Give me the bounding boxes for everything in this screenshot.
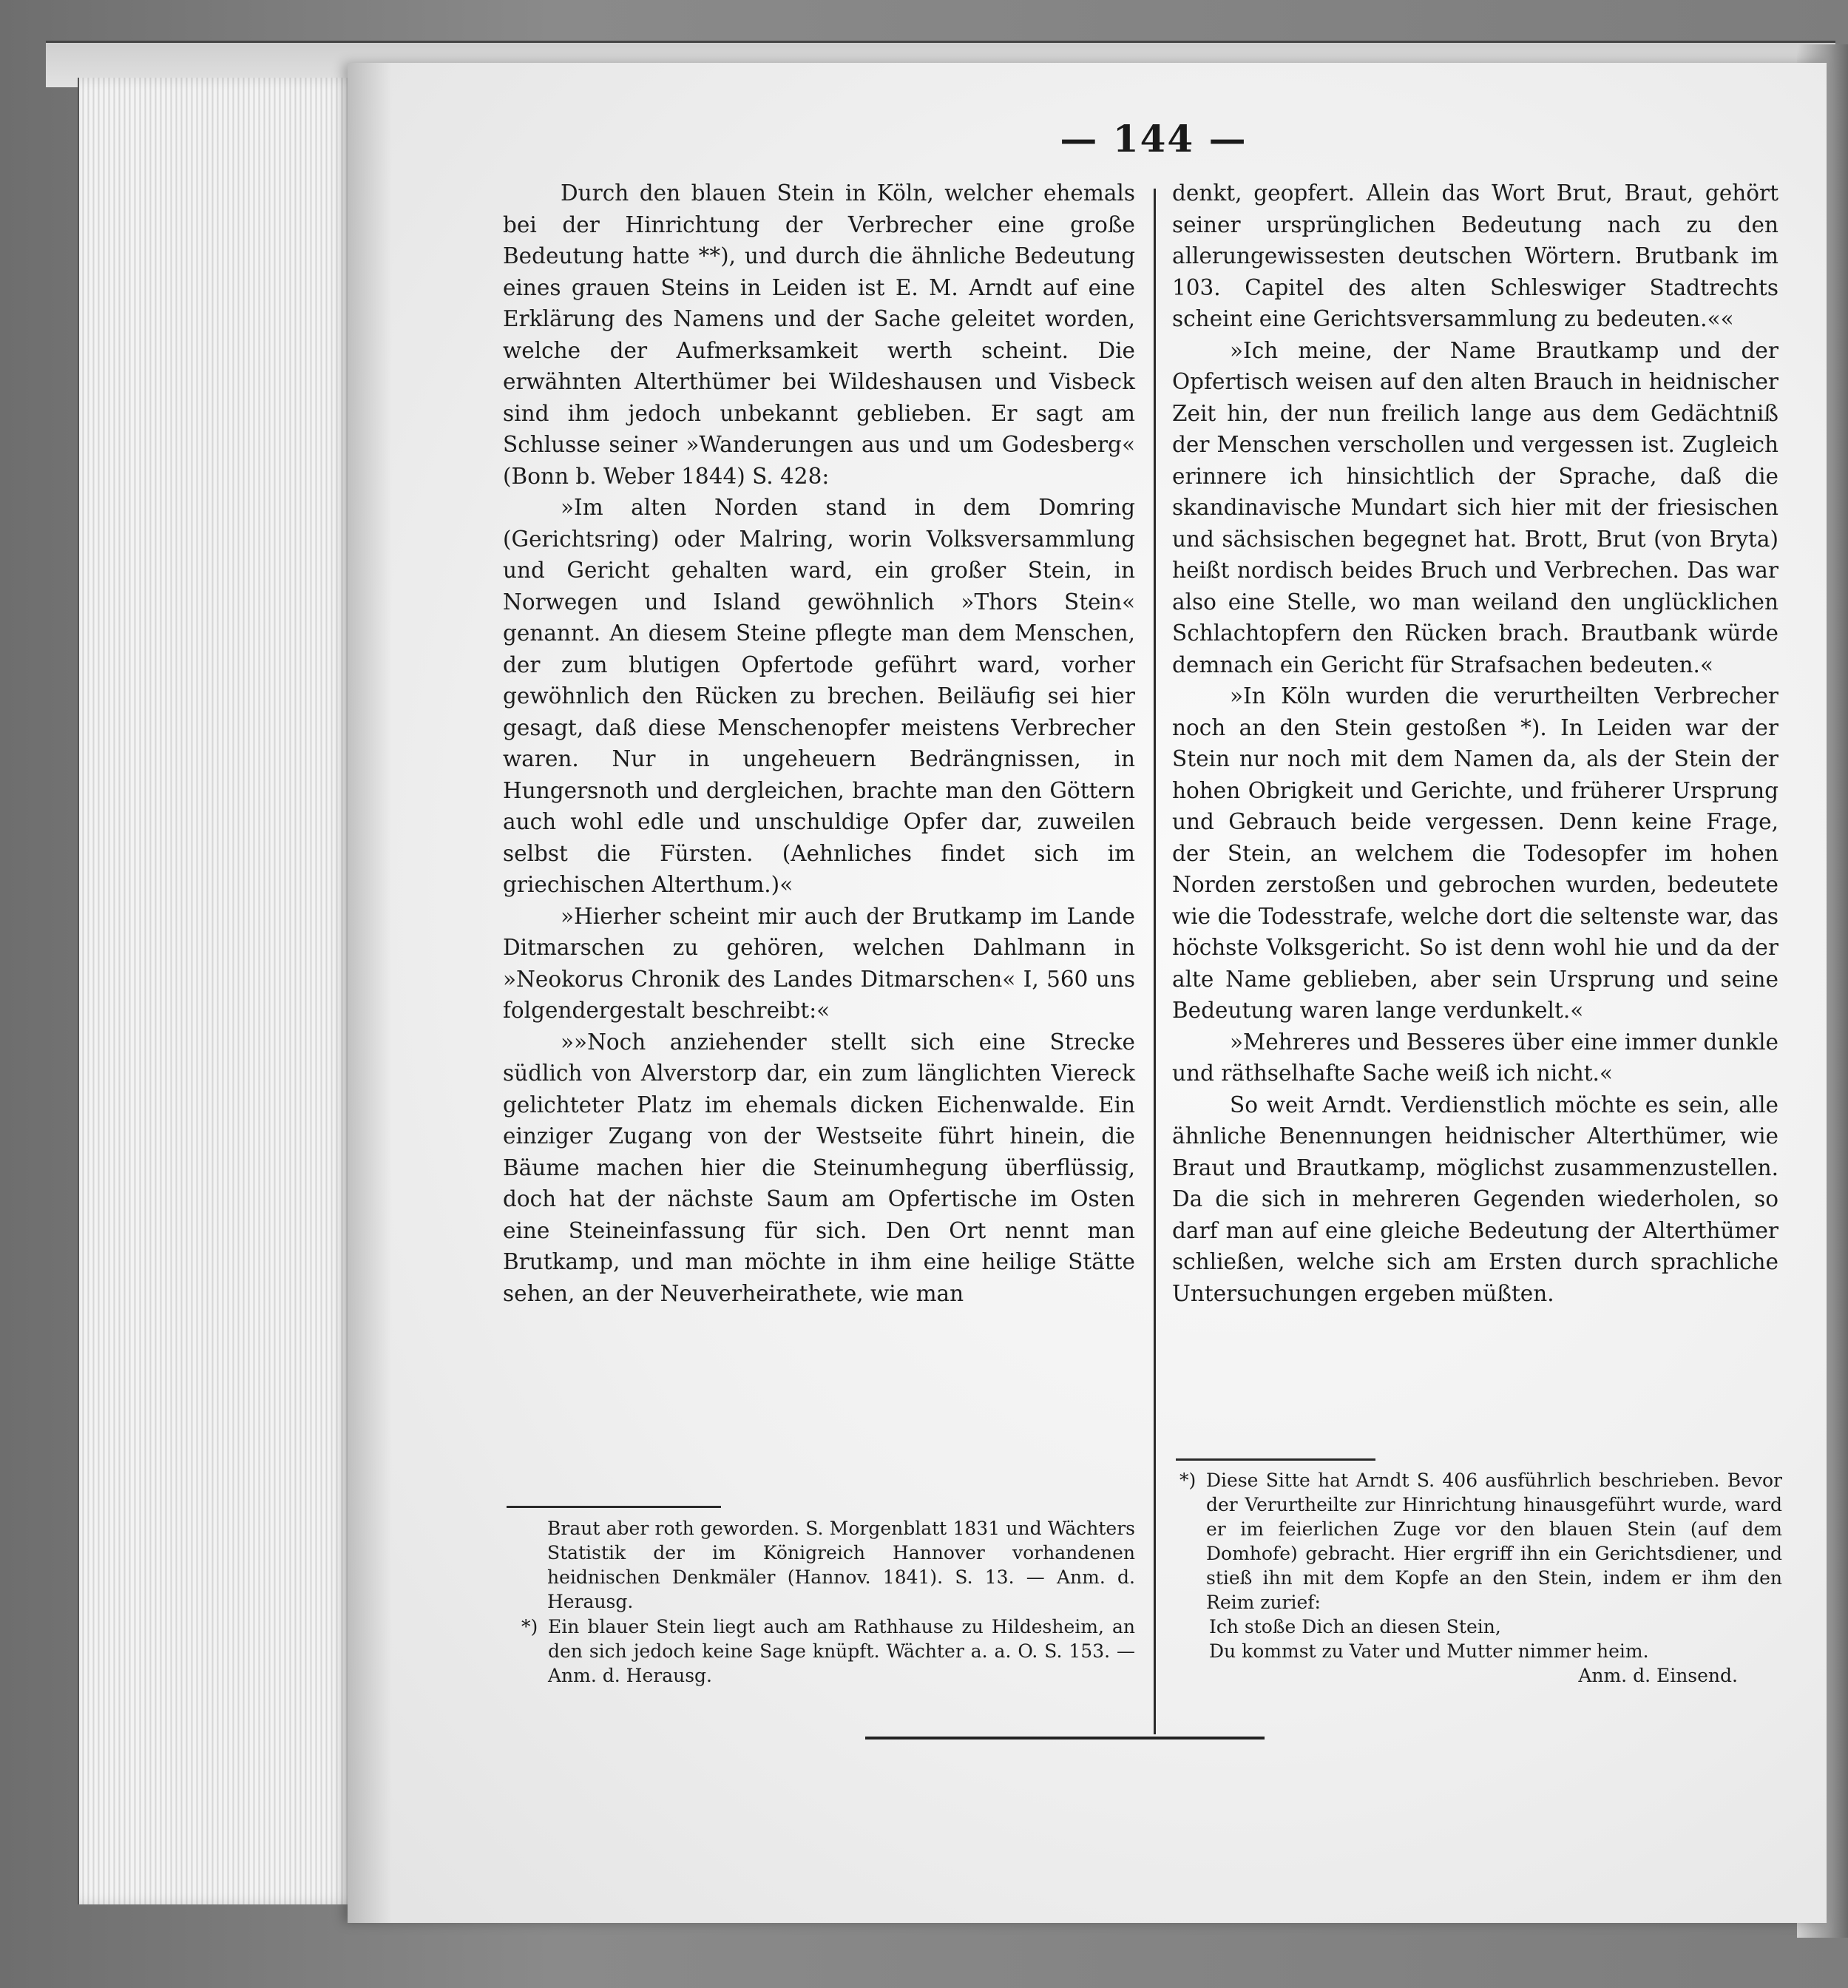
paragraph: »Im alten Norden stand in dem Domring (Gerichtsring) oder Malring, worin Volksversammlung und Gericht gehalten ward, ein großer Stein, in Norwegen und Island gewöhnlich »Thors Stein« genannt. An diesem Steine pflegte man dem Menschen, der zum blutigen Opfertode geführt ward, vorher gewöhnlich den Rücken zu brechen. Beiläufig sei hier gesagt, daß diese Menschenopfer meistens Verbrecher waren. Nur in ungeheuern Bedrängnissen, in Hungersnoth und dergleichen, brachte man den Göttern auch wohl edle und unschuldige Opfer dar, zuweilen selbst die Fürsten. (Aehnliches findet sich im griechischen Alterthum.)« (503, 495, 1135, 897)
footnote-right (1179, 1468, 1782, 1688)
column-divider (1154, 189, 1156, 1734)
paragraph: »Ich meine, der Name Brautkamp und der Opfertisch weisen auf den alten Brauch in heidnischer Zeit hin, der nun freilich lange aus dem Gedächtniß der Menschen verschollen und vergessen ist. Zugleich erinnere ich hinsichtlich der Sprache, daß die skandinavische Mundart sich hier mit der friesischen und sächsischen begegnet hat. Brott, Brut (von Bryta) heißt nordisch beides Bruch und Verbrechen. Das war also eine Stelle, wo man weiland den unglücklichen Schlachtopfern den Rücken brach. Brautbank würde demnach ein Gericht für Strafsachen bedeuten.« (1172, 337, 1778, 677)
paragraph: »Hierher scheint mir auch der Brutkamp im Lande Ditmarschen zu gehören, welchen Dahlmann in »Neokorus Chronik des Landes Ditmarschen« I, 560 uns folgendergestalt beschreibt:« (503, 903, 1135, 1023)
page-number: — 144 — (1060, 117, 1248, 160)
paragraph: »In Köln wurden die verurtheilten Verbrecher noch an den Stein gestoßen *). In Leiden war der Stein nur noch mit dem Namen da, als der Stein der hohen Obrigkeit und Gerichte, und früherer Ursprung und Gebrauch beide vergessen. Denn keine Frage, der Stein, an welchem die Todesopfer im hohen Norden zerstoßen und gebrochen wurden, bedeutete wie die Todesstrafe, welche dort die seltenste war, das höchste Volksgericht. So ist denn wohl hie und da der alte Name geblieben, aber sein Ursprung und seine Bedeutung waren lange verdunkelt.« (1172, 683, 1778, 1023)
footnote-mark: *) (1179, 1470, 1197, 1491)
footnote-body (1179, 1468, 1782, 1615)
footnote-text: Ein blauer Stein liegt auch am Rathhause zu Hildesheim, an den sich jedoch keine Sage knüpft. Wächter a. a. O. S. 153. — Anm. d. Herausg. (548, 1616, 1135, 1686)
paragraph: So weit Arndt. Verdienstlich möchte es sein, alle ähnliche Benennungen heidnischer Alterthümer, wie Braut und Brautkamp, möglichst zusammenzustellen. Da die sich in mehreren Gegenden wiederholen, so darf man auf eine gleiche Bedeutung der Alterthümer schließen, welche sich am Ersten durch sprachliche Untersuchungen ergeben müßten. (1172, 1092, 1778, 1306)
right-text-column (1172, 178, 1778, 1309)
gutter-shadow (348, 63, 392, 1923)
paragraph: »Mehreres und Besseres über eine immer dunkle und räthselhafte Sache weiß ich nicht.« (1172, 1029, 1778, 1086)
paragraph: Durch den blauen Stein in Köln, welcher ehemals bei der Hinrichtung der Verbrecher eine große Bedeutung hatte **), und durch die ähnliche Bedeutung eines grauen Steins in Leiden ist E. M. Arndt auf eine Erklärung des Namens und der Sache geleitet worden, welche der Aufmerksamkeit werth scheint. Die erwähnten Alterthümer bei Wildeshausen und Visbeck sind ihm jedoch unbekannt geblieben. Er sagt am Schlusse seiner »Wanderungen aus und um Godesberg« (Bonn b. Weber 1844) S. 428: (503, 180, 1135, 489)
paragraph: »»Noch anziehender stellt sich eine Strecke südlich von Alverstorp dar, ein zum länglichten Viereck gelichteter Platz im ehemals dicken Eichenwalde. Ein einziger Zugang von der Westseite führt hinein, die Bäume machen hier die Steinumhegung überflüssig, doch hat der nächste Saum am Opfertische im Osten eine Steineinfassung für sich. Den Ort nennt man Brutkamp, und man möchte in ihm eine heilige Stätte sehen, an der Neuverheirathete, wie man (503, 1029, 1135, 1306)
footnote-rule-left (507, 1506, 721, 1508)
verse-line: Du kommst zu Vater und Mutter nimmer heim. (1209, 1640, 1649, 1662)
footnote-left (521, 1615, 1135, 1688)
footnote-continuation: Braut aber roth geworden. S. Morgenblatt 1831 und Wächters Statistik der im Königreich Hannover vorhandenen heidnischen Denkmäler (Hannov. 1841). S. 13. — Anm. d. Herausg. (547, 1518, 1135, 1612)
footnote-mark: *) (521, 1616, 538, 1637)
page-end-rule (865, 1737, 1265, 1740)
footnote-rule-right (1176, 1458, 1375, 1461)
footnote-text: Diese Sitte hat Arndt S. 406 ausführlich beschrieben. Bevor der Verurtheilte zur Hinrichtung hinausgeführt wurde, ward er im feierlichen Zuge vor den blauen Stein (auf dem Domhofe) gebracht. Hier ergriff ihn ein Gerichtsdiener, und stieß ihn mit dem Kopfe an den Stein, indem er ihm den Reim zurief: (1206, 1470, 1782, 1613)
left-text-column (503, 178, 1135, 1309)
footnote-signature: Anm. d. Einsend. (1578, 1665, 1738, 1686)
footnote-body (521, 1615, 1135, 1688)
page-stack-edges (78, 78, 360, 1904)
paragraph: denkt, geopfert. Allein das Wort Brut, Braut, gehört seiner ursprünglichen Bedeutung nach zu den allerungewissesten deutschen Wörtern. Brutbank im 103. Capitel des alten Schleswiger Stadtrechts scheint eine Gerichtsversammlung zu bedeuten.«« (1172, 180, 1778, 331)
verse-line: Ich stoße Dich an diesen Stein, (1209, 1616, 1501, 1637)
